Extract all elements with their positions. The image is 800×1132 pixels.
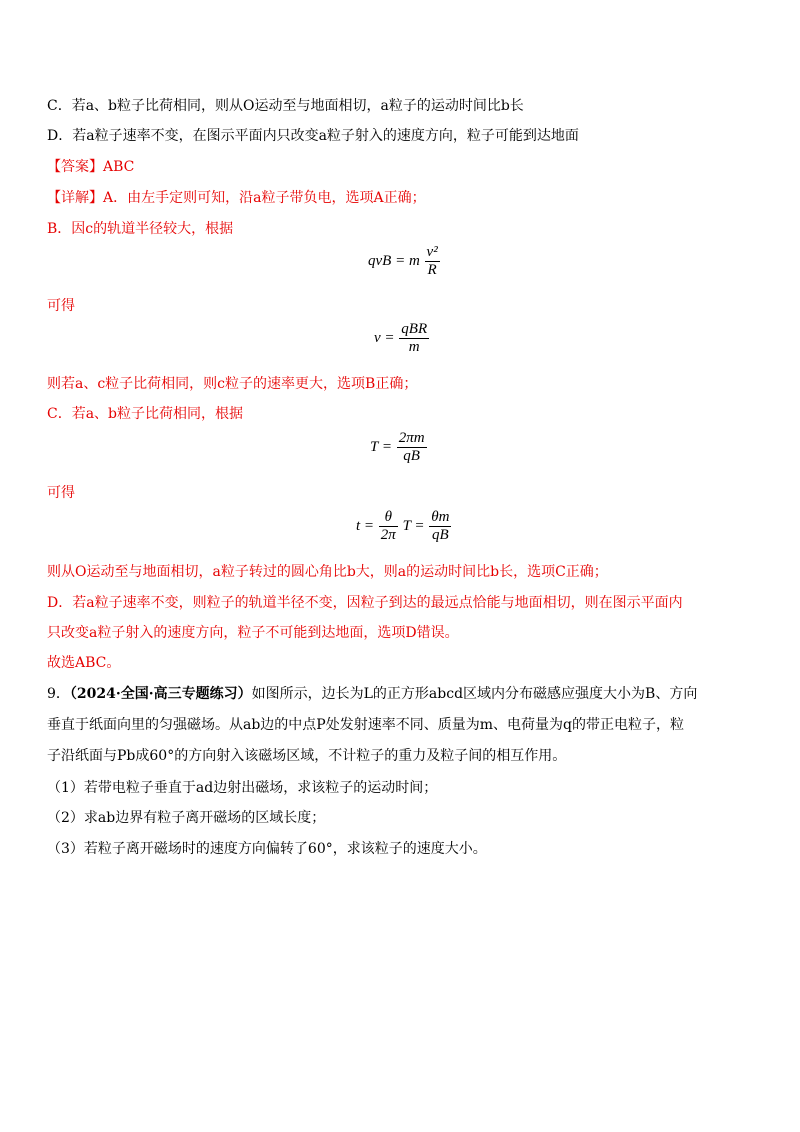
result-c: 则从O运动至与地面相切，a粒子转过的圆心角比b大，则a的运动时间比b长，选项C正确；	[47, 564, 608, 580]
subquestion-1: （1）若带电粒子垂直于ad边射出磁场，求该粒子的运动时间；	[47, 780, 438, 796]
eq3-den: qB	[403, 448, 420, 464]
detail-c: C．若a、b粒子比荷相同，根据	[47, 406, 244, 422]
question-source: （2024·全国·高三专题练习）	[69, 686, 252, 702]
equation-2	[374, 321, 430, 356]
eq4-f2-den: qB	[432, 527, 449, 543]
question-number: 9．	[47, 686, 70, 702]
subquestion-2: （2）求ab边界有粒子离开磁场的区域长度；	[47, 810, 326, 826]
question-9-line-2: 垂直于纸面向里的匀强磁场。从ab边的中点P处发射速率不同、质量为m、电荷量为q的带正电粒子，粒	[47, 717, 684, 733]
eq4-f1-den: 2π	[380, 527, 396, 543]
eq1-den: R	[427, 262, 437, 278]
question-9-line-3: 子沿纸面与Pb成60°的方向射入该磁场区域，不计粒子的重力及粒子间的相互作用。	[47, 748, 567, 764]
question-9-line-1	[47, 684, 697, 704]
detail-d-2: 只改变a粒子射入的速度方向，粒子不可能到达地面，选项D错误。	[47, 625, 459, 641]
eq4-mid: T =	[402, 517, 425, 534]
equation-1	[368, 244, 441, 279]
eq3-num: 2πm	[398, 430, 425, 446]
eq2-num: qBR	[401, 321, 428, 337]
detail-d-1: D．若a粒子速率不变，则粒子的轨道半径不变，因粒子到达的最远点恰能与地面相切，则在图示平面内	[47, 595, 683, 611]
question-9-text-1: 如图所示，边长为L的正方形abcd区域内分布磁感应强度大小为B、方向	[251, 686, 698, 702]
eq2-den: m	[408, 339, 420, 355]
kede-2: 可得	[47, 485, 75, 501]
eq1-fraction	[425, 244, 440, 279]
eq4-f2-num: θm	[431, 509, 450, 525]
detail-a: 【详解】A．由左手定则可知，沿a粒子带负电，选项A正确；	[47, 190, 426, 206]
equation-3	[370, 430, 428, 465]
kede-1: 可得	[47, 298, 75, 314]
eq4-fraction-2	[429, 509, 451, 544]
eq2-lhs: v =	[374, 329, 395, 346]
subquestion-3: （3）若粒子离开磁场时的速度方向偏转了60°，求该粒子的速度大小。	[47, 841, 487, 857]
equation-4	[356, 509, 452, 544]
eq3-lhs: T =	[370, 438, 392, 455]
option-c: C．若a、b粒子比荷相同，则从O运动至与地面相切，a粒子的运动时间比b长	[47, 98, 524, 114]
eq2-fraction	[399, 321, 429, 356]
eq4-f1-num: θ	[379, 509, 398, 527]
detail-b: B．因c的轨道半径较大，根据	[47, 221, 234, 237]
eq4-fraction-1	[379, 509, 398, 544]
eq3-fraction	[397, 430, 427, 465]
result-b: 则若a、c粒子比荷相同，则c粒子的速率更大，选项B正确；	[47, 376, 418, 392]
answer: 【答案】ABC	[47, 159, 135, 175]
final-answer: 故选ABC。	[47, 655, 121, 671]
eq4-lhs: t =	[356, 517, 375, 534]
eq1-num: v²	[426, 244, 438, 260]
eq1-lhs: qvB = m	[368, 252, 420, 269]
option-d: D．若a粒子速率不变，在图示平面内只改变a粒子射入的速度方向，粒子可能到达地面	[47, 128, 579, 144]
